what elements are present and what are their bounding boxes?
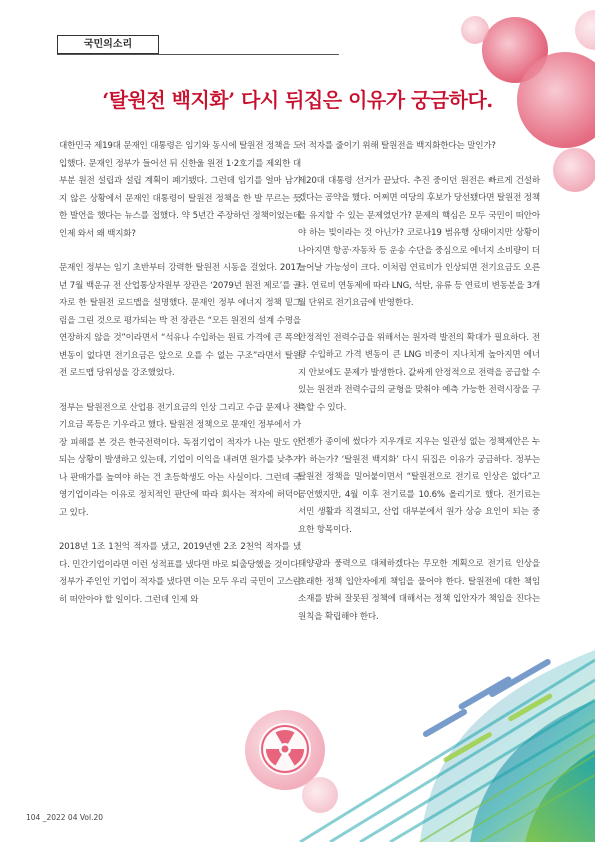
radiation-icon [258, 722, 312, 776]
right-column [298, 138, 540, 643]
paragraph: 문재인 정부는 임기 초반부터 강력한 탈원전 시동을 걸었다. 2017년 7월 백운규 전 산업통상자원부 장관은 ‘2079년 원전 제로’를 골자로 한 탈원전 로드맵을 설명했다. 문재인 정부 에너지 정책 밑그림을 그린 것으로 평가되는 박 전 장관은 “모든 원전의 설계 수명을 연장하지 않을 것”이라면서 “석유나 수입하는 원료 가격에 큰 폭의 변동이 없다면 전기요금은 앞으로 오를 수 없는 구조”라면서 탈원전 로드맵 당위성을 강조했었다. [59, 263, 301, 378]
paragraph: 제20대 대통령 선거가 끝났다. 추진 중이던 원전은 빠르게 건설하겠다는 공약을 했다. 어쩌면 여당의 후보가 당선됐다면 탈원전 정책을 유지할 수 있는 문제였던가? 문제의 핵심은 모두 국민이 떠안아야 하는 빚이라는 것 아닌가? 코로나19 범유행 상태이지만 상황이 나아지면 항공·자동차 등 운송 수단을 중심으로 에너지 소비량이 더 늘어날 가능성이 크다. 이처럼 연료비가 인상되면 전기요금도 오른다. 연료비 연동제에 따라 LNG, 석탄, 유류 등 연료비 변동분을 3개월 단위로 전기요금에 반영한다. [298, 175, 540, 308]
paragraph: 대한민국 제19대 문재인 대통령은 임기와 동시에 탈원전 정책을 도입했다. 문재인 정부가 들어선 뒤 신한울 원전 1·2호기를 제외한 대부분 원전 설립과 설립 계획이 폐기됐다. 그런데 임기를 얼마 남기지 않은 상황에서 문재인 대통령이 탈원전 정책을 한 발 무르는 듯한 발언을 했다는 뉴스를 접했다. 약 5년간 주장하던 정책이었는데 인제 와서 왜 백지화? [59, 141, 301, 239]
paragraph: 안정적인 전력수급을 위해서는 원자력 발전의 확대가 필요하다. 전량 수입하고 가격 변동이 큰 LNG 비중이 지나치게 높아지면 에너지 안보에도 문제가 발생한다. 값싸게 안정적으로 전력을 공급할 수 있는 원전과 전력수급의 균형을 맞춰야 예측 가능한 전력시장을 구축할 수 있다. [298, 332, 540, 413]
paragraph: 언젠가 종이에 썼다가 지우개로 지우는 일관성 없는 정책제안은 누가 하는가? ‘탈원전 백지화’ 다시 뒤집은 이유가 궁금하다. 정부는 탈원전 정책을 밀어붙이면서 “탈원전으로 전기료 인상은 없다”고 공언했지만, 4월 이후 전기료를 10.6% 올리기로 했다. 전기료는 서민 생활과 직결되고, 산업 대부분에서 원가 상승 요인이 되는 중요한 항목이다. [298, 437, 540, 535]
paragraph: 태양광과 풍력으로 대체하겠다는 무모한 계획으로 전기료 인상을 초래한 정책 입안자에게 책임을 물어야 한다. 탈원전에 대한 책임 소재를 밝혀 잘못된 정책에 대해서는 정책 입안자가 책임을 진다는 원칙을 확립해야 한다. [298, 559, 540, 622]
section-tag: 국민의소리 [57, 35, 159, 54]
stripe-wave-decor [300, 650, 595, 842]
paragraph: 2018년 1조 1천억 적자를 냈고, 2019년엔 2조 2천억 적자를 냈다. 민간기업이라면 이런 성적표를 냈다면 바로 퇴출당했을 것이다. 정부가 주인인 기업이 적자를 냈다면 이는 모두 우리 국민이 고스란히 떠안아야 할 일이다. 그런데 인제 와 [59, 542, 301, 605]
page-footer: 104 _2022 04 Vol.20 [26, 813, 103, 822]
left-column [59, 138, 301, 626]
paragraph: 서 적자를 줄이기 위해 탈원전을 백지화한다는 말인가? [298, 141, 496, 151]
paragraph: 정부는 탈원전으로 산업용 전기요금의 인상 그리고 수급 문제나 전기요금 폭등은 기우라고 했다. 탈원전 정책으로 문재인 정부에서 가장 피해를 본 것은 한국전력이다. 독점기업이 적자가 나는 말도 안 되는 상황이 발생하고 있는데, 기업이 이익을 내려면 원가를 낮추거나 판매가를 높여야 하는 건 초등학생도 아는 사실이다. 그런데 국영기업이라는 이유로 정치적인 판단에 따라 회사는 적자에 허덕이고 있다. [59, 402, 301, 518]
header-rule [57, 54, 339, 55]
article-title: ‘탈원전 백지화’ 다시 뒤집은 이유가 궁금하다. [102, 88, 493, 112]
